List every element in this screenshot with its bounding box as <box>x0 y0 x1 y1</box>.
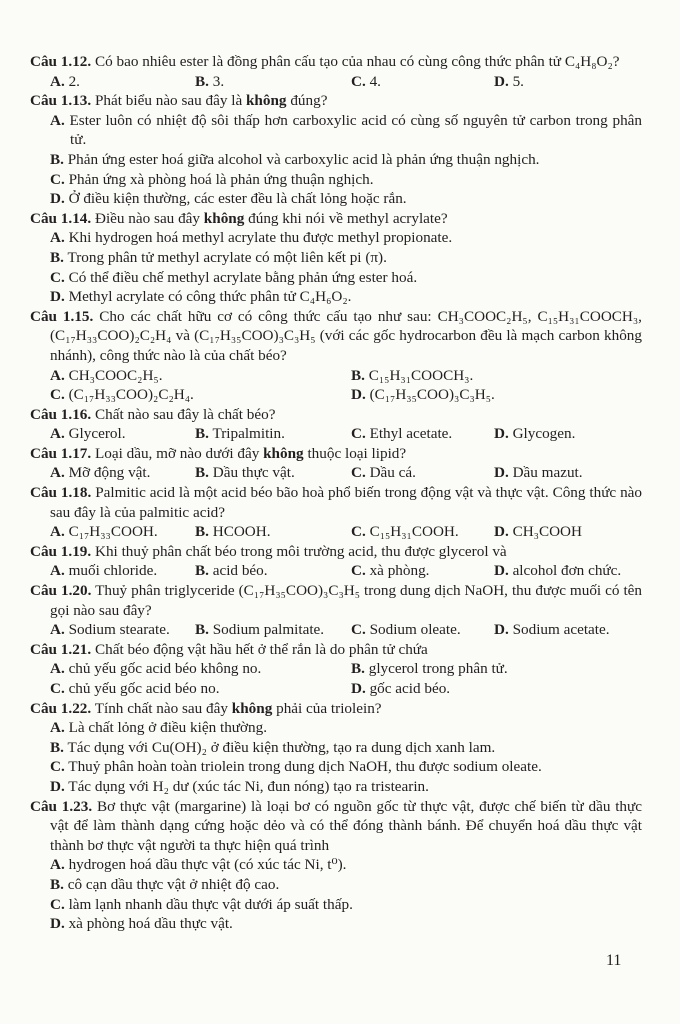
answer-options <box>50 228 642 306</box>
answer-option <box>50 895 642 915</box>
option-letter: A. <box>50 621 65 639</box>
answer-option <box>195 463 351 483</box>
option-text: Trong phân tử methyl acrylate có một liên kết pi (π). <box>63 248 387 266</box>
answer-option <box>50 385 351 405</box>
answer-option <box>195 620 351 640</box>
option-letter: D. <box>494 621 509 639</box>
option-letter: C. <box>351 425 366 443</box>
option-text: Khi hydrogen hoá methyl acrylate thu được methyl propionate. <box>64 229 453 247</box>
stem-text: phải của triolein? <box>272 699 382 717</box>
answer-option <box>351 620 494 640</box>
option-letter: B. <box>195 523 209 541</box>
option-letter: C. <box>50 386 65 404</box>
answer-option <box>50 463 195 483</box>
answer-options <box>50 620 642 640</box>
answer-options <box>50 366 642 405</box>
option-text: chủ yếu gốc acid béo no. <box>64 680 220 697</box>
option-letter: D. <box>50 288 65 306</box>
stem-text: Có bao nhiêu ester là đồng phân cấu tạo của nhau có cùng công thức phân tử C₄H₈O₂? <box>91 53 620 70</box>
answer-option <box>494 620 642 640</box>
stem-text: đúng? <box>286 92 328 110</box>
question-number: Câu 1.23. <box>30 797 93 815</box>
answer-option <box>195 522 351 542</box>
question-block <box>30 640 642 699</box>
option-letter: C. <box>50 170 65 188</box>
answer-option <box>494 463 642 483</box>
stem-text: Thuỷ phân triglyceride (C₁₇H₃₅COO)₃C₃H₅ trong dung dịch NaOH, thu được muối có tên gọi nào sau đây? <box>50 582 642 619</box>
question-block <box>30 483 642 542</box>
option-text: (C₁₇H₃₃COO)₂C₂H₄. <box>64 386 194 404</box>
option-text: HCOOH. <box>208 523 271 541</box>
answer-option <box>50 679 351 699</box>
answer-option <box>195 424 351 444</box>
question-number: Câu 1.18. <box>30 484 92 502</box>
stem-text: Tính chất nào sau đây <box>91 699 232 717</box>
question-number: Câu 1.22. <box>30 699 92 717</box>
question-stem <box>30 797 642 856</box>
option-letter: B. <box>50 248 64 266</box>
option-text: glycerol trong phân tử. <box>364 660 508 678</box>
answer-option <box>351 366 642 386</box>
answer-option <box>494 424 642 444</box>
option-text: gốc acid béo. <box>365 680 451 697</box>
option-letter: B. <box>195 464 209 482</box>
answer-option <box>50 170 642 190</box>
option-text: chủ yếu gốc acid béo không no. <box>64 660 262 678</box>
option-letter: D. <box>494 425 509 443</box>
option-text: Ester luôn có nhiệt độ sôi thấp hơn carboxylic acid có cùng số nguyên tử carbon trong phân tử. <box>64 111 642 149</box>
answer-options <box>50 561 642 581</box>
option-text: Sodium oleate. <box>365 621 461 639</box>
stem-text: Phát biểu nào sau đây là <box>91 92 246 110</box>
stem-text: Điều nào sau đây <box>91 209 204 227</box>
question-stem <box>30 52 642 72</box>
answer-option <box>50 189 642 209</box>
answer-option <box>50 424 195 444</box>
stem-text: thuộc loại lipid? <box>303 444 407 462</box>
answer-option <box>50 248 642 268</box>
page-number: 11 <box>606 952 622 969</box>
question-stem <box>30 405 642 425</box>
option-letter: C. <box>351 523 366 541</box>
question-stem <box>30 640 642 660</box>
answer-options <box>50 424 642 444</box>
question-stem <box>30 699 642 719</box>
answer-option <box>494 72 642 92</box>
option-letter: A. <box>50 464 65 482</box>
option-text: muối chloride. <box>64 562 158 580</box>
question-stem <box>30 483 642 522</box>
question-number: Câu 1.12. <box>30 53 92 70</box>
question-block <box>30 209 642 307</box>
answer-option <box>50 522 195 542</box>
option-letter: D. <box>494 523 509 541</box>
option-text: hydrogen hoá dầu thực vật (có xúc tác Ni, t⁰). <box>64 856 347 874</box>
option-letter: C. <box>50 895 65 913</box>
option-letter: D. <box>351 680 366 697</box>
question-block <box>30 699 642 797</box>
stem-text: Chất béo động vật hầu hết ở thể rắn là do phân tử chứa <box>91 640 428 658</box>
option-text: CH₃COOH <box>508 523 582 541</box>
answer-option <box>50 228 642 248</box>
option-text: 2. <box>64 72 80 90</box>
option-text: 3. <box>208 72 225 90</box>
option-text: Tác dụng với Cu(OH)₂ ở điều kiện thường, tạo ra dung dịch xanh lam. <box>63 738 496 756</box>
option-text: C₁₅H₃₁COOCH₃. <box>364 366 474 384</box>
stem-text: Loại dầu, mỡ nào dưới đây <box>91 444 264 462</box>
option-letter: A. <box>50 523 65 541</box>
option-text: 4. <box>365 72 381 90</box>
question-stem <box>30 209 642 229</box>
answer-option <box>351 659 642 679</box>
answer-options <box>50 111 642 209</box>
option-text: làm lạnh nhanh dầu thực vật dưới áp suất thấp. <box>64 895 353 913</box>
answer-option <box>50 111 642 150</box>
answer-option <box>50 738 642 758</box>
answer-option <box>351 522 494 542</box>
option-letter: B. <box>50 875 64 893</box>
option-text: Tác dụng với H₂ dư (xúc tác Ni, đun nóng) tạo ra tristearin. <box>64 777 429 795</box>
question-number: Câu 1.14. <box>30 209 92 227</box>
stem-text: Palmitic acid là một acid béo bão hoà phổ biến trong động vật và thực vật. Công thức nào sau đây là của palmitic acid? <box>50 484 642 521</box>
answer-options <box>50 463 642 483</box>
option-letter: C. <box>50 758 65 776</box>
question-block <box>30 307 642 405</box>
option-letter: C. <box>351 464 366 482</box>
option-letter: D. <box>494 464 509 482</box>
option-letter: D. <box>494 562 509 580</box>
option-letter: C. <box>351 621 366 639</box>
option-letter: B. <box>351 660 365 678</box>
option-letter: D. <box>50 190 65 208</box>
option-text: Dầu thực vật. <box>208 464 295 482</box>
option-text: xà phòng. <box>365 562 430 580</box>
answer-option <box>351 679 642 699</box>
stem-text: đúng khi nói về methyl acrylate? <box>244 209 448 227</box>
option-text: Phản ứng xà phòng hoá là phản ứng thuận nghịch. <box>64 170 374 188</box>
question-stem <box>30 91 642 111</box>
answer-option <box>351 424 494 444</box>
answer-option <box>50 659 351 679</box>
answer-option <box>50 757 642 777</box>
option-text: Sodium stearate. <box>64 621 170 639</box>
option-text: Dầu mazut. <box>508 464 583 482</box>
question-block <box>30 581 642 640</box>
option-text: Glycogen. <box>508 425 576 443</box>
question-block <box>30 52 642 91</box>
answer-option <box>50 777 642 797</box>
option-letter: B. <box>195 562 209 580</box>
option-letter: B. <box>195 425 209 443</box>
option-text: Glycerol. <box>64 425 126 443</box>
answer-option <box>50 72 195 92</box>
question-number: Câu 1.20. <box>30 582 92 600</box>
option-text: Sodium palmitate. <box>208 621 325 639</box>
question-stem <box>30 444 642 464</box>
question-stem <box>30 581 642 620</box>
option-text: Dầu cá. <box>365 464 416 482</box>
answer-options <box>50 855 642 933</box>
option-letter: A. <box>50 111 65 129</box>
option-letter: D. <box>50 777 65 795</box>
option-letter: D. <box>351 386 366 404</box>
question-block <box>30 405 642 444</box>
option-letter: D. <box>494 72 509 90</box>
answer-option <box>50 914 642 934</box>
answer-option <box>50 150 642 170</box>
option-text: CH₃COOC₂H₅. <box>64 366 163 384</box>
question-number: Câu 1.21. <box>30 640 92 658</box>
option-text: cô cạn dầu thực vật ở nhiệt độ cao. <box>63 875 280 893</box>
option-text: (C₁₇H₃₅COO)₃C₃H₅. <box>365 386 495 404</box>
emphasis-text: không <box>245 92 287 110</box>
emphasis-text: không <box>203 209 245 227</box>
answer-option <box>50 287 642 307</box>
option-letter: B. <box>195 621 209 639</box>
stem-text: Cho các chất hữu cơ có công thức cấu tạo như sau: CH₃COOC₂H₅, C₁₅H₃₁COOCH₃, (C₁₇H₃₃COO)₂C₂H₄ và (C₁₇H₃₅COO)₃C₃H₅ (với các gốc hydrocarbon đều là mạch carbon không nhánh), công thức nào là của chất béo? <box>50 307 642 364</box>
question-stem <box>30 542 642 562</box>
answer-option <box>195 72 351 92</box>
option-letter: A. <box>50 562 65 580</box>
emphasis-text: không <box>231 699 273 717</box>
option-letter: A. <box>50 856 65 874</box>
answer-option <box>50 855 642 875</box>
answer-option <box>351 463 494 483</box>
option-text: C₁₇H₃₃COOH. <box>64 523 158 541</box>
option-letter: B. <box>50 738 64 756</box>
answer-option <box>494 522 642 542</box>
answer-option <box>351 72 494 92</box>
question-number: Câu 1.19. <box>30 542 92 560</box>
option-text: alcohol đơn chức. <box>508 562 622 580</box>
option-text: Sodium acetate. <box>508 621 610 639</box>
option-letter: D. <box>50 915 65 933</box>
option-letter: A. <box>50 660 65 678</box>
option-text: xà phòng hoá dầu thực vật. <box>64 915 233 933</box>
option-letter: B. <box>195 72 209 90</box>
option-text: Thuỷ phân hoàn toàn triolein trong dung dịch NaOH, thu được sodium oleate. <box>64 758 542 776</box>
question-list <box>30 52 642 934</box>
option-text: acid béo. <box>208 562 268 580</box>
stem-text: Bơ thực vật (margarine) là loại bơ có nguồn gốc từ thực vật, được chế biến từ dầu thực vật để làm thành dạng cứng hoặc dẻo và có thể đóng thành bánh. Để chuyển hoá dầu thực vật thành bơ thực vật người ta thực hiện quá trình <box>50 797 642 854</box>
answer-option <box>351 385 642 405</box>
answer-option <box>195 561 351 581</box>
option-text: Ethyl acetate. <box>365 425 453 443</box>
option-text: Tripalmitin. <box>208 425 285 443</box>
question-number: Câu 1.16. <box>30 405 92 423</box>
answer-option <box>50 366 351 386</box>
answer-option <box>50 268 642 288</box>
option-letter: A. <box>50 719 65 737</box>
option-letter: C. <box>351 562 366 580</box>
answer-options <box>50 659 642 698</box>
option-text: Mỡ động vật. <box>64 464 151 482</box>
answer-options <box>50 718 642 796</box>
option-letter: B. <box>50 150 64 168</box>
stem-text: Khi thuỷ phân chất béo trong môi trường acid, thu được glycerol và <box>91 542 507 560</box>
option-letter: C. <box>351 72 366 90</box>
option-text: Methyl acrylate có công thức phân tử C₄H₆O₂. <box>64 288 352 306</box>
option-letter: A. <box>50 425 65 443</box>
question-number: Câu 1.15. <box>30 307 94 325</box>
question-block <box>30 91 642 209</box>
emphasis-text: không <box>263 444 304 462</box>
option-text: Phản ứng ester hoá giữa alcohol và carboxylic acid là phản ứng thuận nghịch. <box>63 150 540 168</box>
option-letter: A. <box>50 229 65 247</box>
option-text: Có thể điều chế methyl acrylate bằng phản ứng ester hoá. <box>64 268 418 286</box>
option-letter: C. <box>50 268 65 286</box>
option-text: C₁₅H₃₁COOH. <box>365 523 459 541</box>
option-text: 5. <box>508 72 524 90</box>
question-number: Câu 1.13. <box>30 92 92 110</box>
answer-option <box>50 620 195 640</box>
option-letter: C. <box>50 680 65 697</box>
question-number: Câu 1.17. <box>30 444 92 462</box>
answer-option <box>50 561 195 581</box>
option-letter: A. <box>50 72 65 90</box>
answer-option <box>50 718 642 738</box>
option-letter: B. <box>351 366 365 384</box>
answer-option <box>351 561 494 581</box>
answer-option <box>50 875 642 895</box>
question-block <box>30 444 642 483</box>
option-text: Ở điều kiện thường, các ester đều là chất lỏng hoặc rắn. <box>64 190 407 208</box>
answer-options <box>50 72 642 92</box>
option-text: Là chất lỏng ở điều kiện thường. <box>64 719 268 737</box>
question-block <box>30 542 642 581</box>
question-stem <box>30 307 642 366</box>
option-letter: A. <box>50 366 65 384</box>
answer-option <box>494 561 642 581</box>
stem-text: Chất nào sau đây là chất béo? <box>91 405 276 423</box>
question-block <box>30 797 642 934</box>
answer-options <box>50 522 642 542</box>
